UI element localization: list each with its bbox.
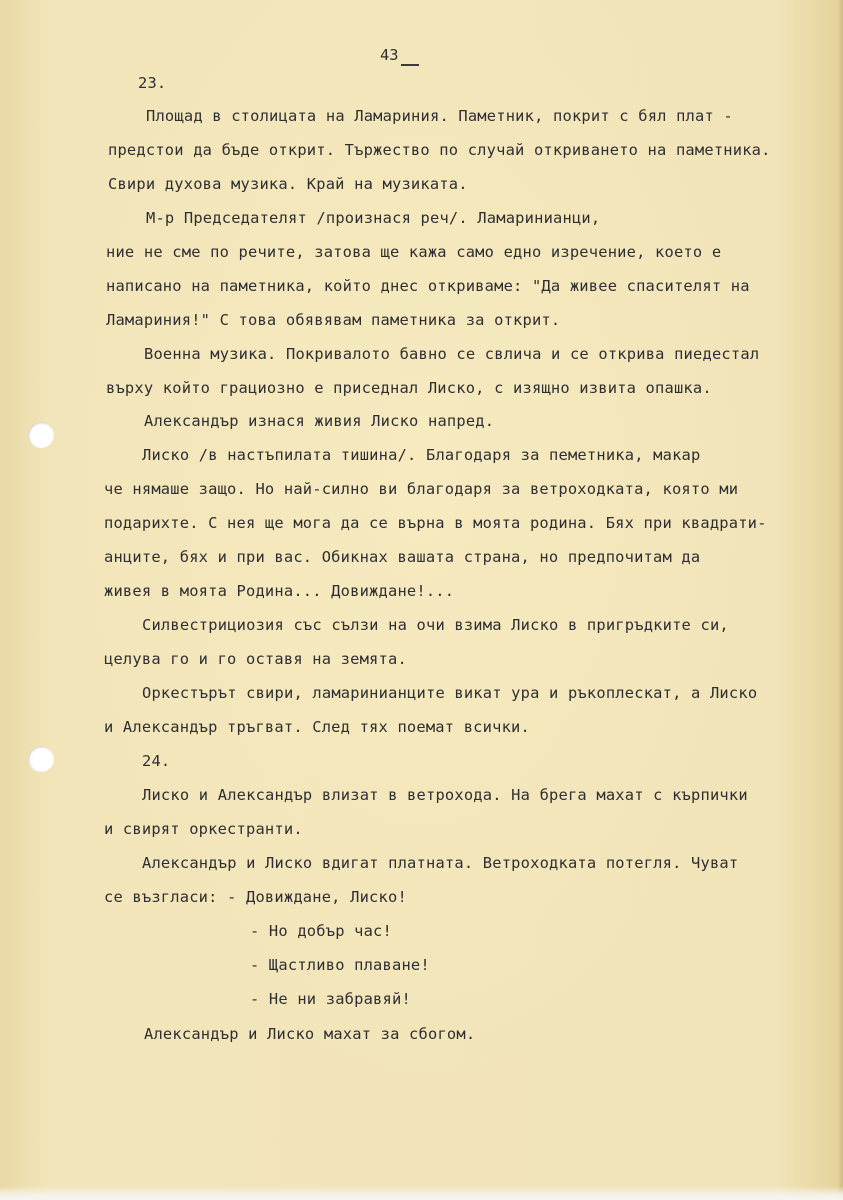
text-line: върху който грациозно е приседнал Лиско, с изящно извита опашка. <box>106 379 712 397</box>
text-line: целува го и го оставя на земята. <box>104 650 407 668</box>
text-line: Военна музика. Покривалото бавно се свлича и се открива пиедестал <box>144 345 760 363</box>
text-line: Свири духова музика. Край на музиката. <box>108 175 468 193</box>
text-line: Оркестърът свири, ламаринианците викат ура и ръкоплескат, а Лиско <box>142 684 758 702</box>
exclamation-line: - Но добър час! <box>250 922 392 940</box>
page-bottom-edge <box>0 1186 843 1200</box>
text-line: подарихте. С нея ще мога да се върна в моята родина. Бях при квадрати- <box>104 514 767 532</box>
punch-hole-bottom <box>28 746 54 772</box>
speaker-line: М-р Председателят /произнася реч/. Ламаринианци, <box>146 209 601 227</box>
scene-number: 23. <box>138 74 167 92</box>
page-edge-shadow <box>837 0 843 1200</box>
text-line: Александър и Лиско вдигат платната. Ветроходката потегля. Чуват <box>142 854 739 872</box>
text-line: живея в моята Родина... Довиждане!... <box>104 582 455 600</box>
page-number-underline <box>401 64 419 66</box>
page-number: 43 <box>380 46 399 64</box>
exclamation-line: - Щастливо плаване! <box>250 956 430 974</box>
text-line: и свирят оркестранти. <box>104 820 303 838</box>
text-line: Лиско и Александър влизат в ветрохода. На брега махат с кърпички <box>142 786 748 804</box>
text-line: Силвестрициозия със сълзи на очи взима Лиско в пригръдките си, <box>142 616 729 634</box>
text-line: ние не сме по речите, затова ще кажа само едно изречение, което е <box>106 243 722 261</box>
text-line: и Александър тръгват. След тях поемат всички. <box>104 718 530 736</box>
punch-hole-top <box>28 422 54 448</box>
text-line: Площад в столицата на Ламариния. Паметник, покрит с бял плат - <box>146 107 733 125</box>
text-line: анците, бях и при вас. Обикнах вашата страна, но предпочитам да <box>104 548 701 566</box>
text-line: че нямаше защо. Но най-силно ви благодаря за ветроходката, която ми <box>104 480 739 498</box>
speaker-line: Лиско /в настъпилата тишина/. Благодаря за пеметника, макар <box>142 446 701 464</box>
text-line: се възгласи: - Довиждане, Лиско! <box>104 888 407 906</box>
scene-number: 24. <box>142 752 171 770</box>
text-line: Александър и Лиско махат за сбогом. <box>144 1025 476 1043</box>
text-line: Александър изнася живия Лиско напред. <box>144 412 495 430</box>
exclamation-line: - Не ни забравяй! <box>250 990 411 1008</box>
text-line: написано на паметника, който днес откриваме: "Да живее спасителят на <box>106 277 750 295</box>
text-line: предстои да бъде открит. Тържество по случай откриването на паметника. <box>108 141 771 159</box>
text-line: Ламариния!" С това обявявам паметника за открит. <box>106 311 561 329</box>
